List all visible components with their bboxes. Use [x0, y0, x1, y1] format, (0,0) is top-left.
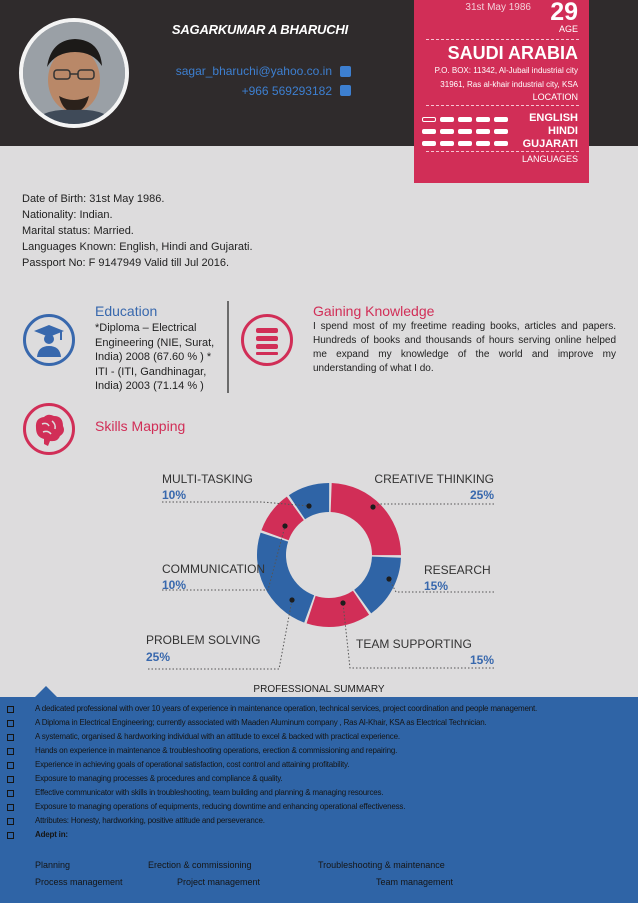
summary-item: Exposure to managing processes & procedures and compliance & quality. — [35, 774, 283, 783]
skill-label-communication: COMMUNICATION — [162, 562, 266, 576]
candidate-name: SAGARKUMAR A BHARUCHI — [171, 22, 348, 37]
adept-skill: Troubleshooting & maintenance — [318, 860, 445, 870]
skill-label-problem-solving: PROBLEM SOLVING — [146, 633, 261, 647]
address-line-2: 31961, Ras al-khair industrial city, KSA — [440, 80, 578, 89]
summary-item: A systematic, organised & hardworking individual with an attitude to excel & backed with practical experience. — [35, 732, 400, 741]
summary-item: Exposure to managing operations of equipments, reducing downtime and enhancing operational effectiveness. — [35, 802, 406, 811]
phone-number[interactable]: +966 569293182 — [241, 84, 332, 98]
leader-line — [373, 504, 494, 507]
language-gujarati: GUJARATI — [522, 138, 578, 150]
summary-item: A Diploma in Electrical Engineering; currently associated with Maaden Aluminum company , Ras Al-Khair, KSA as Electrical Technician. — [35, 718, 487, 727]
info-nationality: Nationality: Indian. — [22, 209, 113, 221]
donut-slice-problem-solving — [257, 533, 314, 623]
leader-dot — [386, 576, 391, 581]
bullet-icon — [7, 734, 14, 741]
education-text: *Diploma – Electrical Engineering (NIE, Surat, India) 2008 (67.60 % ) * ITI - (ITI, Gandhinagar, India) 2003 (71.14 % ) — [95, 322, 215, 392]
adept-skill: Erection & commissioning — [148, 860, 252, 870]
education-title: Education — [95, 303, 158, 319]
summary-panel — [0, 697, 638, 903]
adept-skill: Project management — [177, 877, 261, 887]
adept-skill: Team management — [376, 877, 454, 887]
leader-dot — [370, 504, 375, 509]
skill-label-multitasking: MULTI-TASKING — [162, 472, 253, 486]
summary-title: PROFESSIONAL SUMMARY — [253, 684, 385, 695]
leader-dot — [282, 523, 287, 528]
summary-item: A dedicated professional with over 10 years of experience in maintenance operation, technical services, project coordination and people management. — [35, 704, 538, 713]
skill-value-communication: 10% — [162, 578, 187, 592]
bullet-icon — [7, 804, 14, 811]
skills-title: Skills Mapping — [95, 418, 186, 434]
skill-label-creative-thinking: CREATIVE THINKING — [374, 472, 494, 486]
bullet-icon — [7, 818, 14, 825]
language-english: ENGLISH — [529, 112, 578, 124]
bullet-icon — [7, 832, 14, 839]
donut-slices — [257, 483, 401, 627]
location-label: LOCATION — [532, 92, 578, 102]
dob-date: 31st May 1986 — [465, 2, 531, 13]
adept-skill: Planning — [35, 860, 71, 870]
skill-label-team-supporting: TEAM SUPPORTING — [356, 637, 472, 651]
knowledge-title: Gaining Knowledge — [313, 303, 435, 319]
skill-label-research: RESEARCH — [424, 563, 491, 577]
leader-dot — [306, 503, 311, 508]
skill-value-team-supporting: 15% — [469, 653, 494, 667]
skill-value-research: 15% — [424, 579, 449, 593]
age-value: 29 — [550, 0, 578, 26]
age-label: AGE — [558, 24, 578, 34]
info-marital-status: Marital status: Married. — [22, 225, 134, 237]
info-languages: Languages Known: English, Hindi and Gujarati. — [22, 241, 253, 253]
leader-dot — [340, 600, 345, 605]
email-link[interactable]: sagar_bharuchi@yahoo.co.in — [175, 64, 332, 78]
knowledge-text: I spend most of my freetime reading books, articles and papers. Hundreds of books and thousands of hours serving online helped me expand my knowledge of the world and improve my understanding of what I do. — [313, 321, 616, 374]
skill-value-problem-solving: 25% — [146, 650, 171, 664]
summary-item: Experience in achieving goals of operational satisfaction, cost control and attaining profitability. — [35, 760, 350, 769]
donut-slice-creative-thinking — [331, 483, 401, 555]
bullet-icon — [7, 748, 14, 755]
bullet-icon — [7, 706, 14, 713]
summary-item: Attributes: Honesty, hardworking, positive attitude and perseverance. — [35, 816, 265, 825]
languages-label: LANGUAGES — [521, 154, 578, 164]
bullet-icon — [7, 790, 14, 797]
info-passport: Passport No: F 9147949 Valid till Jul 2016. — [22, 257, 230, 269]
summary-item: Hands on experience in maintenance & troubleshooting operations, erection & commissioning and repairing. — [35, 746, 398, 755]
language-hindi: HINDI — [548, 125, 578, 137]
bullet-icon — [7, 776, 14, 783]
skill-value-multitasking: 10% — [162, 488, 187, 502]
country: SAUDI ARABIA — [447, 43, 578, 63]
info-dob: Date of Birth: 31st May 1986. — [22, 193, 165, 205]
address-line-1: P.O. BOX: 11342, Al-Jubail industrial city — [434, 66, 578, 75]
adept-skill: Process management — [35, 877, 123, 887]
leader-dot — [289, 597, 294, 602]
summary-item: Effective communicator with skills in troubleshooting, team building and planning & managing resources. — [35, 788, 384, 797]
bullet-icon — [7, 762, 14, 769]
skill-value-creative-thinking: 25% — [469, 488, 494, 502]
bullet-icon — [7, 720, 14, 727]
summary-item-adept: Adept in: — [35, 830, 68, 839]
